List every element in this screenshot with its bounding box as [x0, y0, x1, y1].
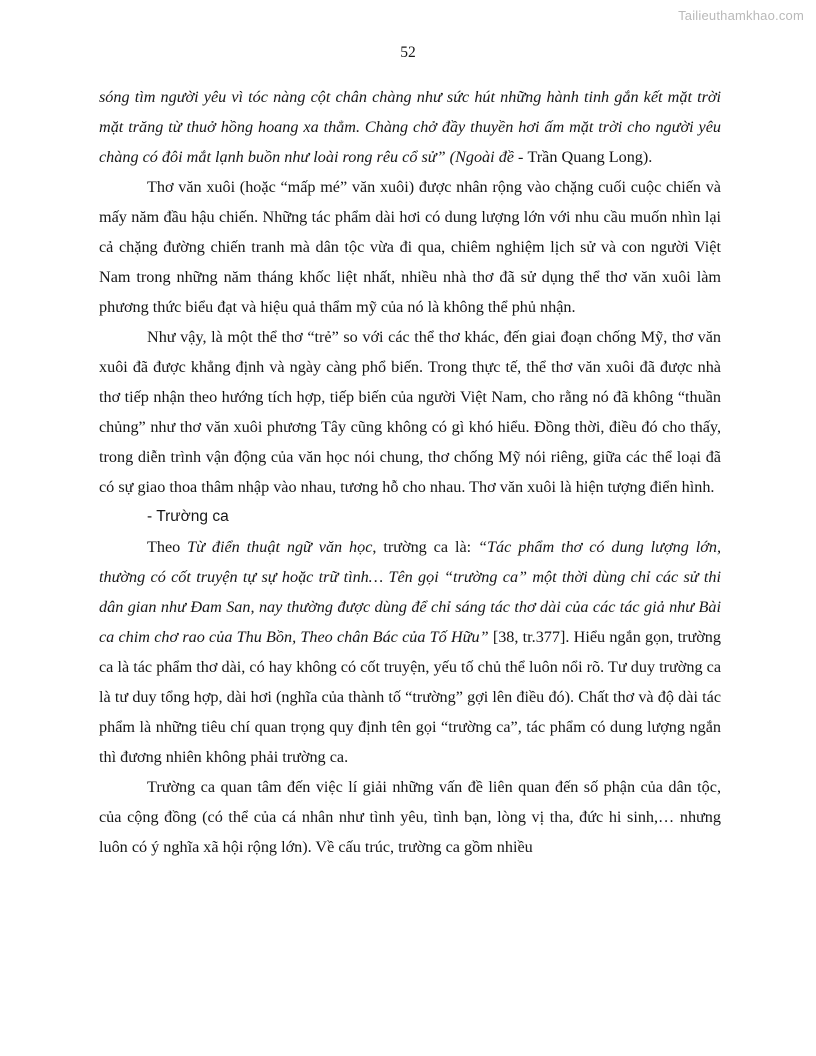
- text-run: , trường ca là:: [372, 538, 479, 556]
- paragraph: [99, 772, 721, 862]
- text-run: Trường ca quan tâm đến việc lí giải những vấn đề liên quan đến số phận của dân tộc, của cộng đồng (có thể của cá nhân như tình yêu, tình bạn, lòng vị tha, đức hi sinh,… nhưng luôn có ý nghĩa xã hội rộng lớn). Về cấu trúc, trường ca gồm nhiều: [99, 778, 721, 856]
- watermark: Tailieuthamkhao.com: [678, 8, 804, 23]
- paragraph: [99, 532, 721, 772]
- text-run: Thơ văn xuôi (hoặc “mấp mé” văn xuôi) được nhân rộng vào chặng cuối cuộc chiến và mấy năm đầu hậu chiến. Những tác phẩm dài hơi có dung lượng lớn với nhu cầu muốn nhìn lại cả chặng đường chiến tranh mà dân tộc vừa đi qua, chiêm nghiệm lịch sử và con người Việt Nam trong những năm tháng khốc liệt nhất, nhiều nhà thơ đã sử dụng thể thơ văn xuôi làm phương thức biểu đạt và hiệu quả thẩm mỹ của nó là không thể phủ nhận.: [99, 178, 721, 316]
- italic-text-run: Từ điển thuật ngữ văn học: [187, 538, 373, 556]
- section-heading: [99, 502, 721, 532]
- italic-text-run: “Tác phẩm thơ có dung lượng lớn, thường có cốt truyện tự sự hoặc trữ tình… Tên gọi “trường ca” một thời dùng chỉ các sử thi dân gian như Đam San, nay thường được dùng để chỉ sáng tác thơ dài của các tác giả như Bài ca chim chơ rao của Thu Bồn, Theo chân Bác của Tố Hữu”: [99, 538, 721, 646]
- paragraph: [99, 322, 721, 502]
- text-run: Theo: [147, 538, 188, 556]
- text-run: - Trường ca: [147, 508, 229, 525]
- text-run: Trần Quang Long).: [527, 148, 653, 166]
- text-run: [38, tr.377]. Hiểu ngắn gọn, trường ca là tác phẩm thơ dài, có hay không có cốt truyện, yếu tố chủ thể luôn nổi rõ. Tư duy trường ca là tư duy tổng hợp, dài hơi (nghĩa của thành tố “trường” gợi lên điều đó). Chất thơ và độ dài tác phẩm là những tiêu chí quan trọng quy định tên gọi “trường ca”, tác phẩm có dung lượng ngắn thì đương nhiên không phải trường ca.: [99, 628, 721, 766]
- italic-text-run: sóng tìm người yêu vì tóc nàng cột chân chàng như sức hút những hành tinh gắn kết mặt trời mặt trăng từ thuở hồng hoang xa thẳm. Chàng chở đầy thuyền hơi ấm mặt trời cho người yêu chàng có đôi mắt lạnh buồn như loài rong rêu cổ sử” (Ngoài đề -: [99, 88, 721, 166]
- document-content: [99, 82, 721, 862]
- paragraph: [99, 172, 721, 322]
- text-run: Như vậy, là một thể thơ “trẻ” so với các thể thơ khác, đến giai đoạn chống Mỹ, thơ văn xuôi đã được khẳng định và ngày càng phổ biến. Trong thực tế, thể thơ văn xuôi đã được nhà thơ tiếp nhận theo hướng tích hợp, tiếp biến của người Việt Nam, cho rằng nó đã không “thuần chủng” như thơ văn xuôi phương Tây cũng không có gì khó hiểu. Đồng thời, điều đó cho thấy, trong diễn trình vận động của văn học nói chung, thơ chống Mỹ nói riêng, giữa các thể loại đã có sự giao thoa thâm nhập vào nhau, tương hỗ cho nhau. Thơ văn xuôi là hiện tượng điển hình.: [99, 328, 721, 496]
- paragraph: [99, 82, 721, 172]
- page-number: 52: [400, 44, 416, 61]
